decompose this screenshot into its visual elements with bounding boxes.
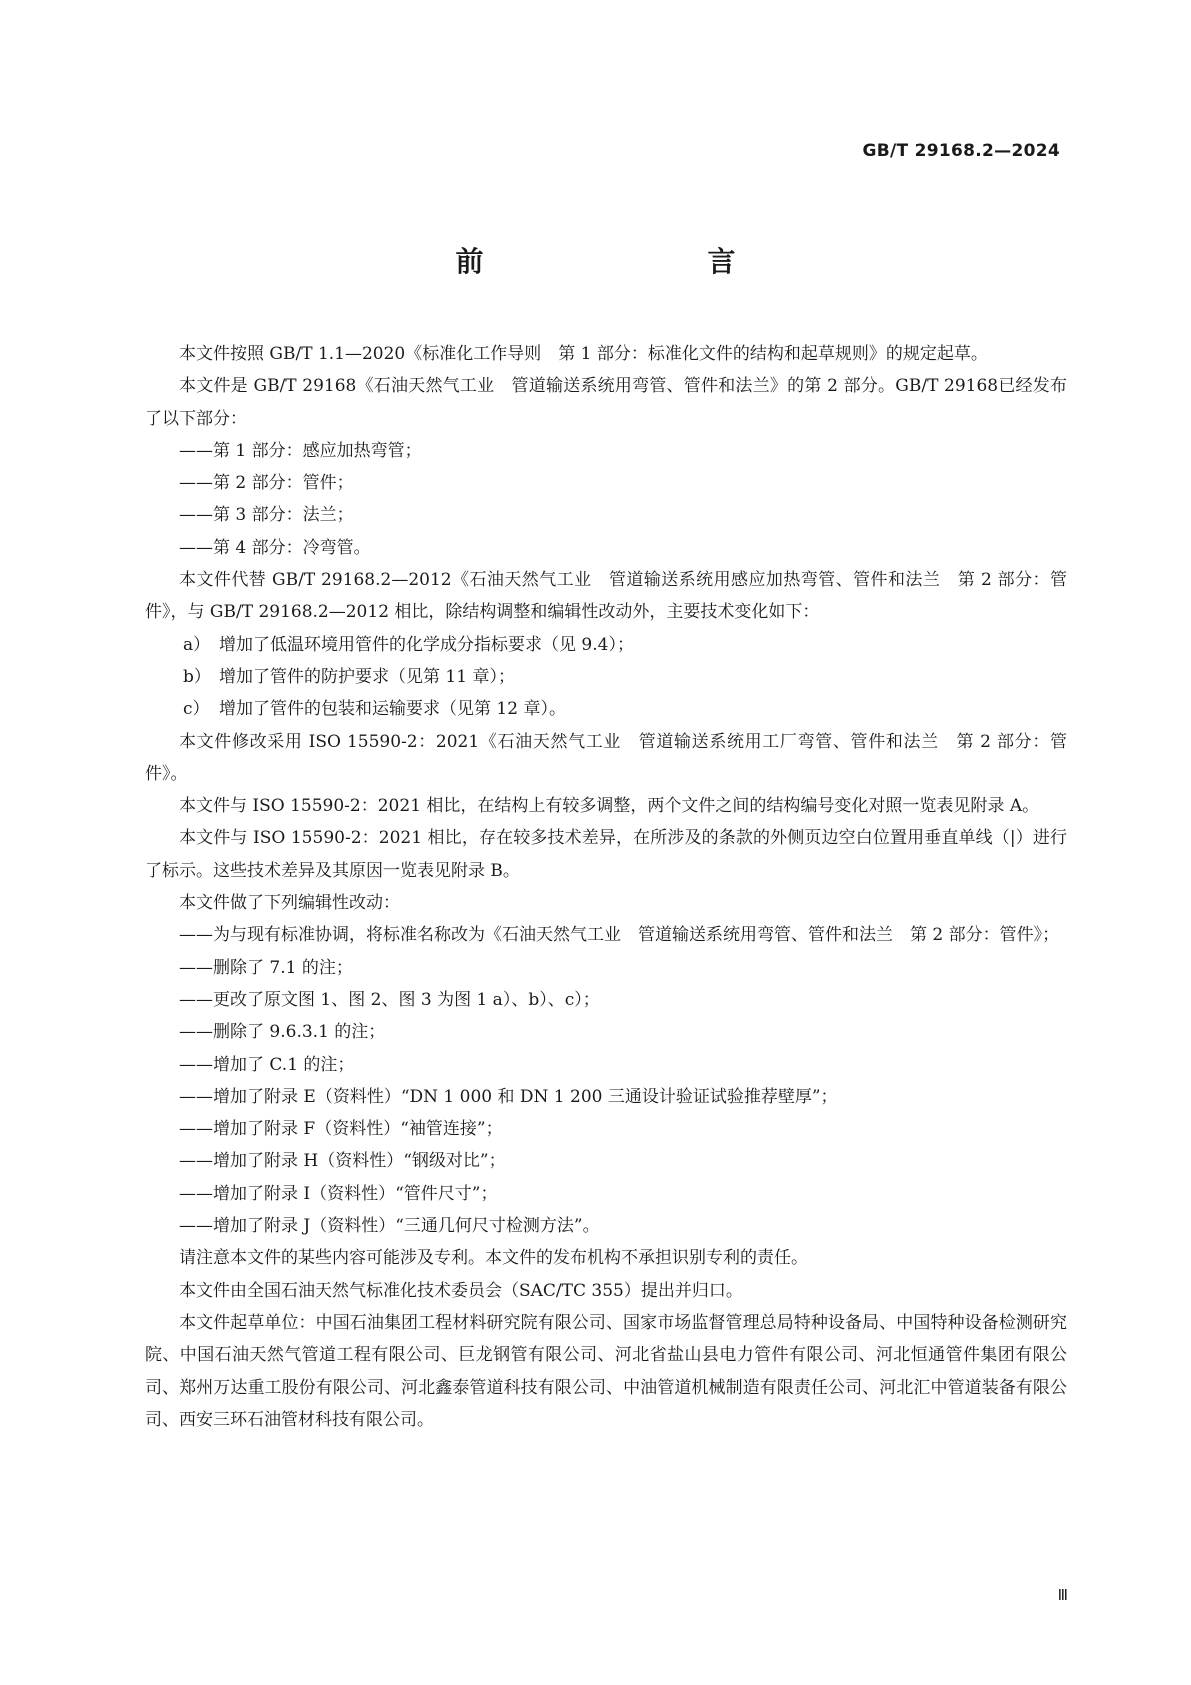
list-item-edit: ——增加了附录 I（资料性）“管件尺寸”；: [179, 1183, 498, 1204]
paragraph-proposer: 本文件由全国石油天然气标准化技术委员会（SAC/TC 355）提出并归口。: [179, 1280, 743, 1301]
list-item-edit: ——删除了 9.6.3.1 的注；: [179, 1022, 386, 1043]
page-title: 前 言: [455, 245, 792, 278]
list-item-part-4: ——第 4 部分：冷弯管。: [179, 537, 371, 558]
list-item-edit: ——增加了附录 J（资料性）“三通几何尺寸检测方法”。: [179, 1216, 600, 1237]
list-item-text: 增加了低温环境用管件的化学成分指标要求（见 9.4）；: [219, 634, 634, 655]
page-number: Ⅲ: [1057, 1586, 1068, 1604]
list-marker-a: a）: [183, 634, 211, 655]
list-item-part-3: ——第 3 部分：法兰；: [179, 505, 354, 526]
list-item-edit: ——增加了附录 E（资料性）“DN 1 000 和 DN 1 200 三通设计验证试验推荐壁厚”；: [179, 1086, 838, 1107]
paragraph-technical-deviations: 本文件与 ISO 15590-2：2021 相比，存在较多技术差异，在所涉及的条款的外侧页边空白位置用垂直单线（|）进行了标示。这些技术差异及其原因一览表见附录 B。: [145, 828, 1067, 881]
list-item-edit: ——删除了 7.1 的注；: [179, 957, 353, 978]
list-item-edit: ——增加了 C.1 的注；: [179, 1054, 355, 1075]
document-body: [145, 338, 1067, 1436]
paragraph-editorial-changes: 本文件做了下列编辑性改动：: [179, 893, 400, 914]
list-item-part-1: ——第 1 部分：感应加热弯管；: [179, 440, 422, 461]
list-marker-b: b）: [183, 666, 211, 687]
list-item-text: 增加了管件的包装和运输要求（见第 12 章）。: [219, 699, 566, 720]
list-item-edit-title: ——为与现有标准协调，将标准名称改为《石油天然气工业 管道输送系统用弯管、管件和法兰 第 2 部分：管件》；: [179, 925, 1060, 946]
paragraph-drafting-units: 本文件起草单位：中国石油集团工程材料研究院有限公司、国家市场监督管理总局特种设备局、中国特种设备检测研究院、中国石油天然气管道工程有限公司、巨龙钢管有限公司、河北省盐山县电力管件有限公司、河北恒通管件集团有限公司、郑州万达重工股份有限公司、河北鑫泰管道科技有限公司、中油管道机械制造有限责任公司、河北汇中管道装备有限公司、西安三环石油管材科技有限公司。: [145, 1312, 1067, 1430]
list-item-part-2: ——第 2 部分：管件；: [179, 473, 354, 494]
list-item-text: 增加了管件的防护要求（见第 11 章）；: [219, 666, 515, 687]
list-item-edit: ——增加了附录 F（资料性）“袖管连接”；: [179, 1119, 503, 1140]
list-item-change-a: [145, 629, 1067, 661]
list-item-edit: ——更改了原文图 1、图 2、图 3 为图 1 a）、b）、c）；: [179, 989, 600, 1010]
paragraph-adoption: 本文件修改采用 ISO 15590-2：2021《石油天然气工业 管道输送系统用工厂弯管、管件和法兰 第 2 部分：管件》。: [145, 731, 1067, 784]
paragraph-replaces: 本文件代替 GB/T 29168.2—2012《石油天然气工业 管道输送系统用感应加热弯管、管件和法兰 第 2 部分：管件》，与 GB/T 29168.2—2012 相比，除结构调整和编辑性改动外，主要技术变化如下：: [145, 570, 1067, 623]
paragraph-structure-changes: 本文件与 ISO 15590-2：2021 相比，在结构上有较多调整，两个文件之间的结构编号变化对照一览表见附录 A。: [179, 796, 1040, 817]
paragraph-drafting-rules: 本文件按照 GB/T 1.1—2020《标准化工作导则 第 1 部分：标准化文件的结构和起草规则》的规定起草。: [179, 344, 988, 364]
list-item-edit: ——增加了附录 H（资料性）“钢级对比”；: [179, 1151, 506, 1172]
paragraph-patent-notice: 请注意本文件的某些内容可能涉及专利。本文件的发布机构不承担识别专利的责任。: [179, 1248, 808, 1269]
list-item-change-c: [145, 693, 1067, 725]
standard-code: GB/T 29168.2—2024: [862, 141, 1060, 161]
paragraph-series-parts: 本文件是 GB/T 29168《石油天然气工业 管道输送系统用弯管、管件和法兰》的第 2 部分。GB/T 29168已经发布了以下部分：: [145, 376, 1067, 429]
list-item-change-b: [145, 661, 1067, 693]
list-marker-c: c）: [183, 699, 210, 720]
